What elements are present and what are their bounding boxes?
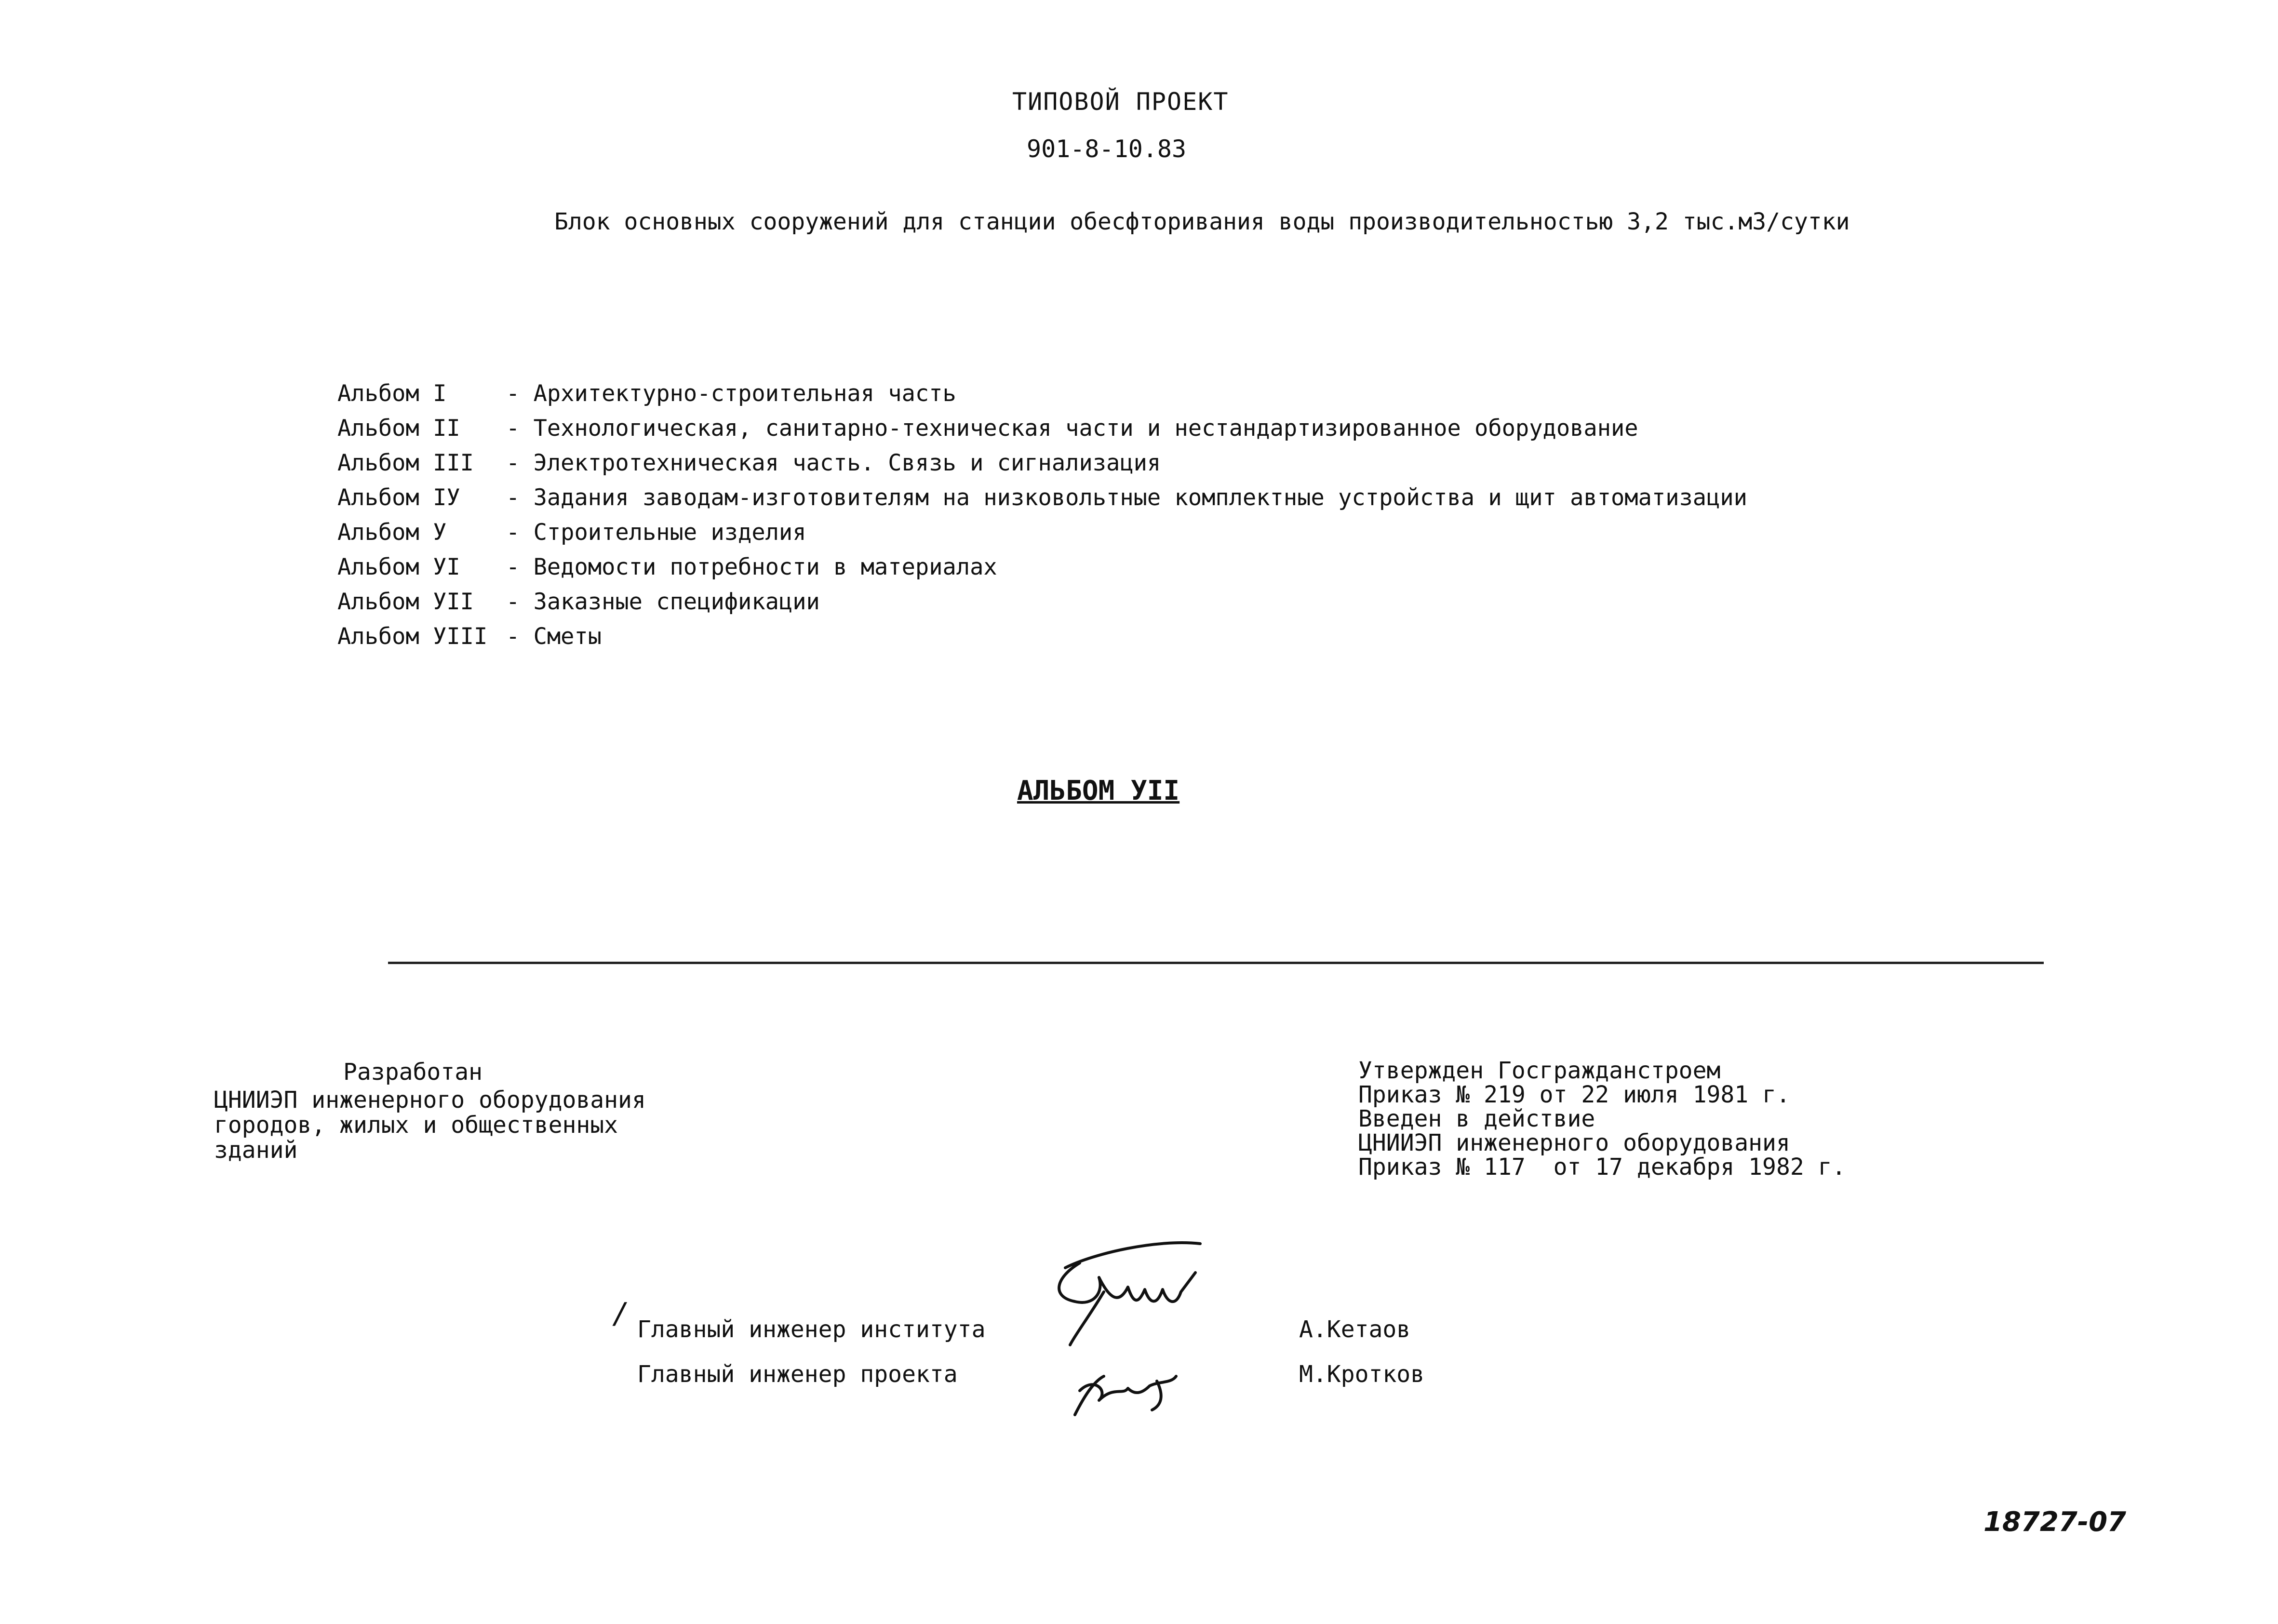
tick-mark-icon: /	[612, 1297, 630, 1330]
album-row	[337, 411, 1747, 445]
album-description: - Строительные изделия	[506, 519, 806, 546]
album-description: - Электротехническая часть. Связь и сигнализация	[506, 449, 1161, 476]
album-row	[337, 515, 1747, 550]
album-name: Альбом III	[337, 449, 474, 476]
album-name: Альбом УI	[337, 553, 460, 580]
album-name: Альбом У	[337, 519, 447, 546]
album-name: Альбом II	[337, 415, 460, 442]
approval-block: Утвержден Госгражданстроем Приказ № 219 от 22 июля 1981 г. Введен в действие ЦНИИЭП инженерного оборудования Приказ № 117 от 17 декабря 1982 г.	[1358, 1057, 1846, 1181]
archive-number: 18727-07	[1983, 1506, 2126, 1538]
document-title: ТИПОВОЙ ПРОЕКТ	[1012, 88, 1229, 116]
current-album-heading: АЛЬБОМ УII	[1017, 775, 1180, 806]
album-description: - Сметы	[506, 623, 602, 650]
album-row	[337, 445, 1747, 480]
album-row	[337, 550, 1747, 584]
album-row	[337, 480, 1747, 515]
album-name: Альбом УII	[337, 588, 474, 615]
developer-organization: ЦНИИЭП инженерного оборудования городов, жилых и общественных зданий	[214, 1087, 646, 1164]
signatory-role-chief-engineer-project: Главный инженер проекта	[637, 1361, 958, 1388]
album-row	[337, 619, 1747, 654]
signature-1-icon	[1036, 1234, 1219, 1350]
album-name: Альбом I	[337, 380, 447, 407]
album-row	[337, 376, 1747, 411]
horizontal-divider	[388, 962, 2044, 964]
album-row	[337, 584, 1747, 619]
album-description: - Технологическая, санитарно-техническая части и нестандартизированное оборудование	[506, 415, 1638, 442]
project-code: 901-8-10.83	[1027, 135, 1187, 163]
album-description: - Заказные спецификации	[506, 588, 820, 615]
project-subject: Блок основных сооружений для станции обесфторивания воды производительностью 3,2 тыс.м3/сутки	[554, 208, 1850, 235]
album-description: - Задания заводам-изготовителям на низковольтные комплектные устройства и щит автоматизации	[506, 484, 1747, 511]
album-name: Альбом УIII	[337, 623, 488, 650]
signatory-name-1: А.Кетаов	[1299, 1316, 1411, 1343]
signatory-role-chief-engineer-institute: Главный инженер института	[637, 1316, 986, 1343]
signatory-name-2: М.Кротков	[1299, 1361, 1425, 1388]
album-name: Альбом IУ	[337, 484, 460, 511]
developer-heading: Разработан	[343, 1059, 482, 1086]
signature-2-icon	[1046, 1347, 1191, 1420]
album-description: - Архитектурно-строительная часть	[506, 380, 956, 407]
album-description: - Ведомости потребности в материалах	[506, 553, 997, 580]
album-list	[337, 376, 1747, 654]
